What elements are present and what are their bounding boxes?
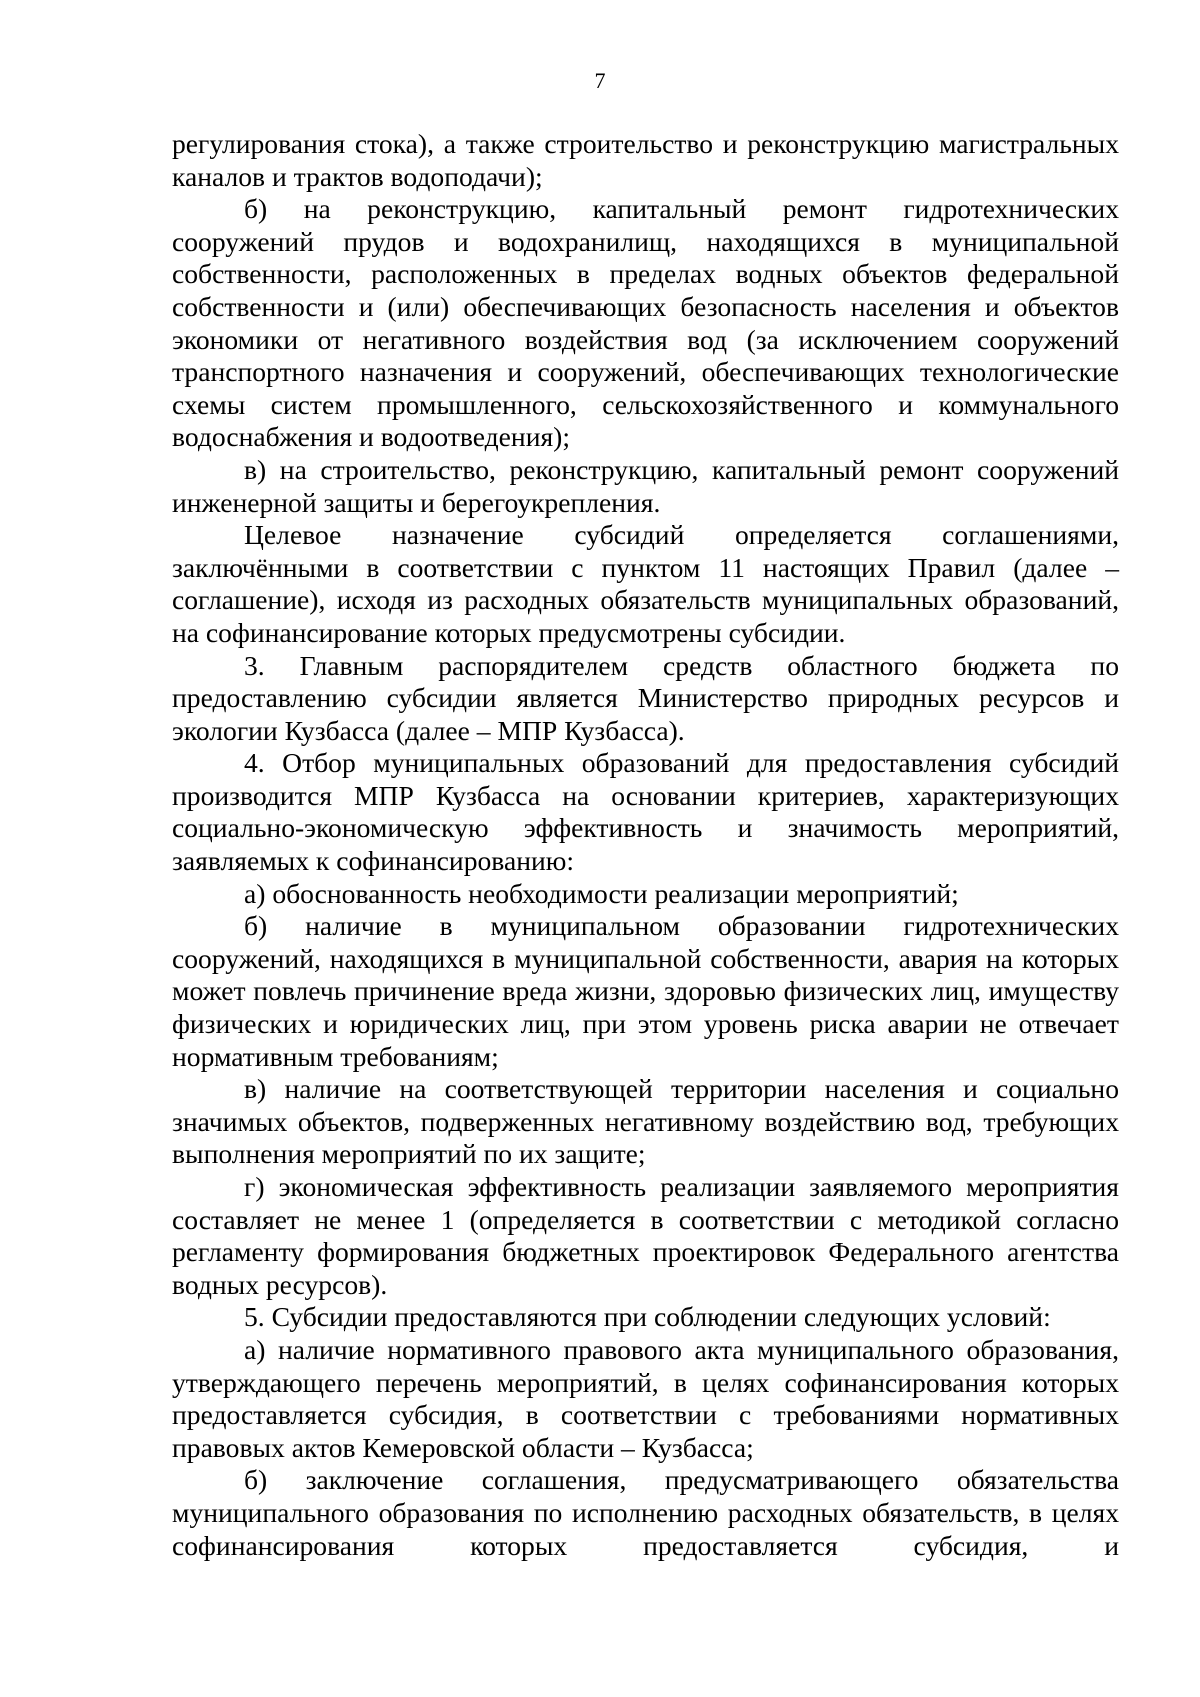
paragraph: в) на строительство, реконструкцию, капитальный ремонт сооружений инженерной защиты и берегоукрепления. [172,453,1119,518]
paragraph: регулирования стока), а также строительство и реконструкцию магистральных каналов и трактов водоподачи); [172,128,1119,192]
paragraph: 5. Субсидии предоставляются при соблюдении следующих условий: [244,1301,1051,1333]
paragraph: 4. Отбор муниципальных образований для предоставления субсидий производится МПР Кузбасса на основании критериев, характеризующих социально-экономическую эффективность и значимость мероприятий, заявляемых к софинансированию: [172,747,1119,877]
paragraph: г) экономическая эффективность реализации заявляемого мероприятия составляет не менее 1 (определяется в соответствии с методикой согласно регламенту формирования бюджетных проектировок Федерального агентства водных ресурсов). [172,1171,1119,1300]
paragraph: Целевое назначение субсидий определяется соглашениями, заключёнными в соответствии с пунктом 11 настоящих Правил (далее – соглашение), исходя из расходных обязательств муниципальных образований, на софинансирование которых предусмотрены субсидии. [172,519,1119,648]
page-number: 7 [594,68,606,93]
paragraph: а) обоснованность необходимости реализации мероприятий; [244,877,959,909]
paragraph: б) наличие в муниципальном образовании гидротехнических сооружений, находящихся в муниципальной собственности, авария на которых может повлечь причинение вреда жизни, здоровью физических лиц, имуществу физических и юридических лиц, при этом уровень риска аварии не отвечает нормативным требованиям; [172,910,1119,1072]
paragraph: б) на реконструкцию, капитальный ремонт гидротехнических сооружений прудов и водохранилищ, находящихся в муниципальной собственности, расположенных в пределах водных объектов федеральной собственности и (или) обеспечивающих безопасность населения и объектов экономики от негативного воздействия вод (за исключением сооружений транспортного назначения и сооружений, обеспечивающих технологические схемы систем промышленного, сельскохозяйственного и коммунального водоснабжения и водоотведения); [172,193,1119,453]
paragraph: а) наличие нормативного правового акта муниципального образования, утверждающего перечень мероприятий, в целях софинансирования которых предоставляется субсидия, в соответствии с требованиями нормативных правовых актов Кемеровской области – Кузбасса; [172,1333,1119,1463]
paragraph: в) наличие на соответствующей территории населения и социально значимых объектов, подверженных негативному воздействию вод, требующих выполнения мероприятий по их защите; [172,1073,1119,1170]
paragraph: 3. Главным распорядителем средств областного бюджета по предоставлению субсидии является Министерство природных ресурсов и экологии Кузбасса (далее – МПР Кузбасса). [172,649,1119,746]
document-body [172,128,1119,1562]
paragraph: б) заключение соглашения, предусматривающего обязательства муниципального образования по исполнению расходных обязательств, в целях софинансирования которых предоставляется субсидия, и [172,1464,1119,1561]
